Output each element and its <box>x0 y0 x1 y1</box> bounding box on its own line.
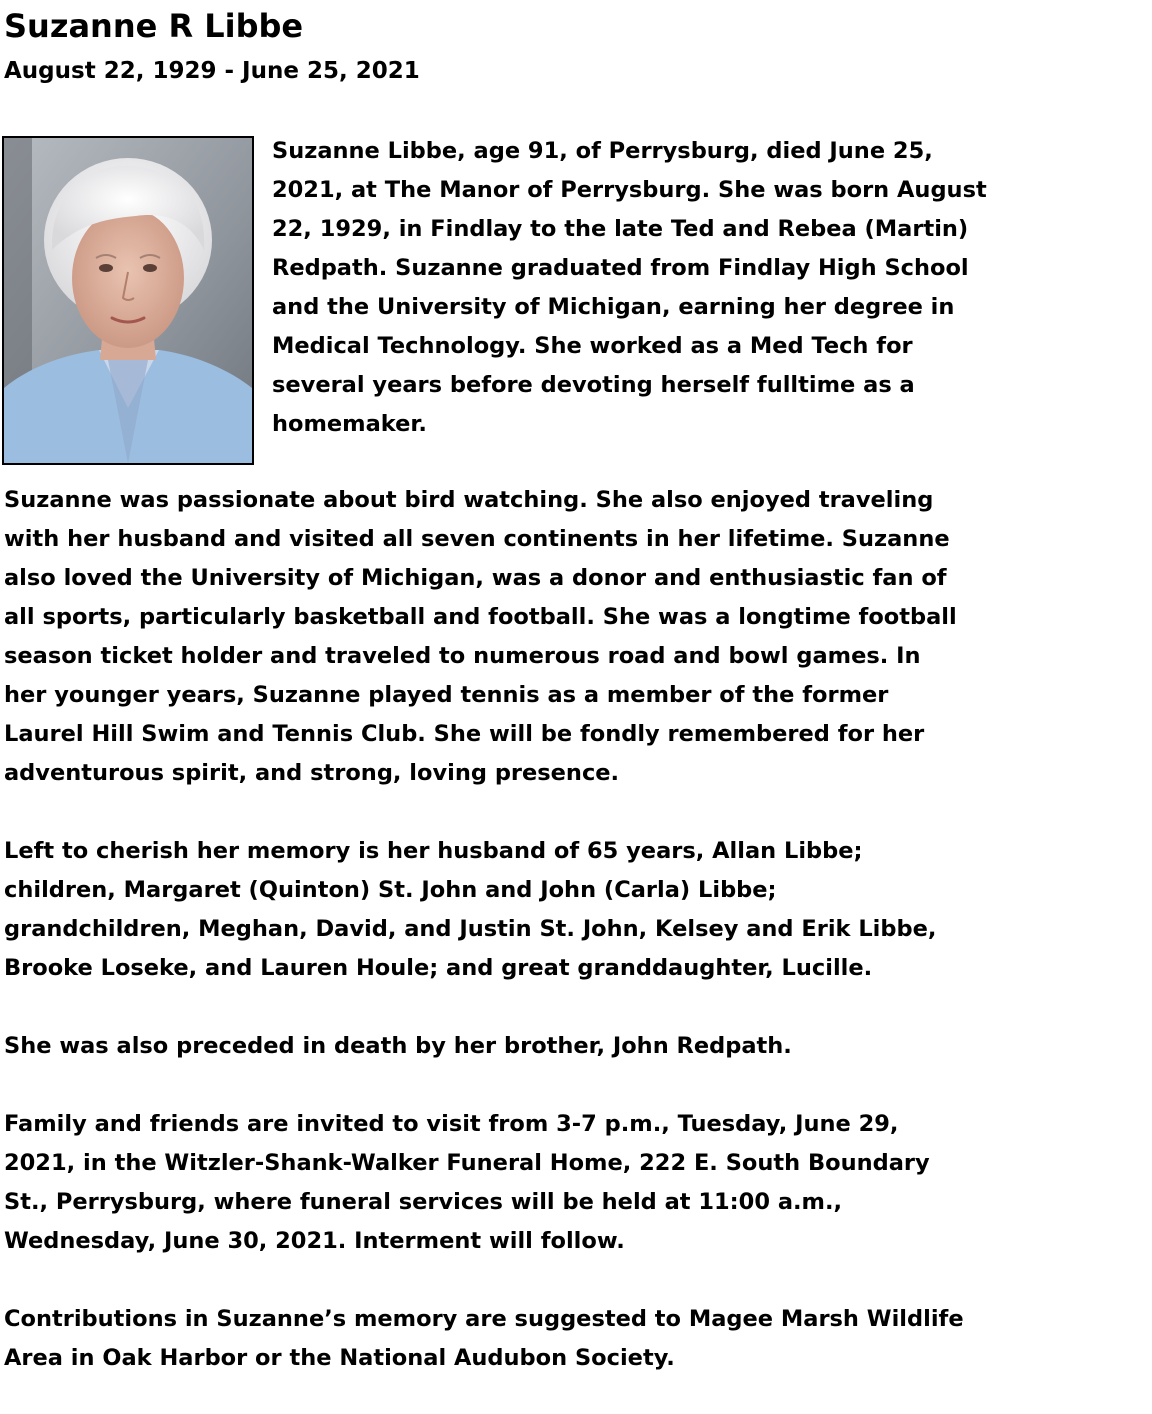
portrait-photo <box>2 136 254 465</box>
paragraph-services <box>4 1105 1148 1261</box>
text-line: children, Margaret (Quinton) St. John and John (Carla) Libbe; <box>4 877 777 903</box>
text-line: with her husband and visited all seven continents in her lifetime. Suzanne <box>4 526 950 552</box>
text-line: Redpath. Suzanne graduated from Findlay High School <box>272 255 969 281</box>
text-line: She was also preceded in death by her brother, John Redpath. <box>4 1033 792 1059</box>
text-line: and the University of Michigan, earning her degree in <box>272 294 955 320</box>
paragraph-survivors <box>4 832 1148 988</box>
text-line: season ticket holder and traveled to numerous road and bowl games. In <box>4 643 921 669</box>
text-line: Area in Oak Harbor or the National Audubon Society. <box>4 1345 675 1371</box>
text-line: also loved the University of Michigan, was a donor and enthusiastic fan of <box>4 565 947 591</box>
text-line: homemaker. <box>272 411 427 437</box>
text-line: 2021, at The Manor of Perrysburg. She was born August <box>272 177 987 203</box>
text-line: Suzanne was passionate about bird watching. She also enjoyed traveling <box>4 487 934 513</box>
text-line: Suzanne Libbe, age 91, of Perrysburg, died June 25, <box>272 138 933 164</box>
text-line: 22, 1929, in Findlay to the late Ted and Rebea (Martin) <box>272 216 969 242</box>
text-line: grandchildren, Meghan, David, and Justin St. John, Kelsey and Erik Libbe, <box>4 916 937 942</box>
obituary-name: Suzanne R Libbe <box>4 7 304 45</box>
text-line: her younger years, Suzanne played tennis as a member of the former <box>4 682 889 708</box>
text-line: all sports, particularly basketball and football. She was a longtime football <box>4 604 957 630</box>
text-line: Family and friends are invited to visit from 3-7 p.m., Tuesday, June 29, <box>4 1111 899 1137</box>
text-line: Contributions in Suzanne’s memory are suggested to Magee Marsh Wildlife <box>4 1306 964 1332</box>
text-line: adventurous spirit, and strong, loving presence. <box>4 760 620 786</box>
text-line: Medical Technology. She worked as a Med Tech for <box>272 333 913 359</box>
paragraph-biography <box>272 132 1132 444</box>
life-dates: August 22, 1929 - June 25, 2021 <box>4 58 420 84</box>
paragraph-interests <box>4 481 1148 793</box>
paragraph-preceded <box>4 1027 1148 1066</box>
text-line: several years before devoting herself fulltime as a <box>272 372 915 398</box>
text-line: Wednesday, June 30, 2021. Interment will follow. <box>4 1228 625 1254</box>
paragraph-contributions <box>4 1300 1148 1378</box>
text-line: Left to cherish her memory is her husband of 65 years, Allan Libbe; <box>4 838 863 864</box>
text-line: 2021, in the Witzler-Shank-Walker Funeral Home, 222 E. South Boundary <box>4 1150 930 1176</box>
text-line: St., Perrysburg, where funeral services will be held at 11:00 a.m., <box>4 1189 843 1215</box>
text-line: Laurel Hill Swim and Tennis Club. She will be fondly remembered for her <box>4 721 925 747</box>
text-line: Brooke Loseke, and Lauren Houle; and great granddaughter, Lucille. <box>4 955 873 981</box>
portrait-illustration <box>4 138 252 463</box>
